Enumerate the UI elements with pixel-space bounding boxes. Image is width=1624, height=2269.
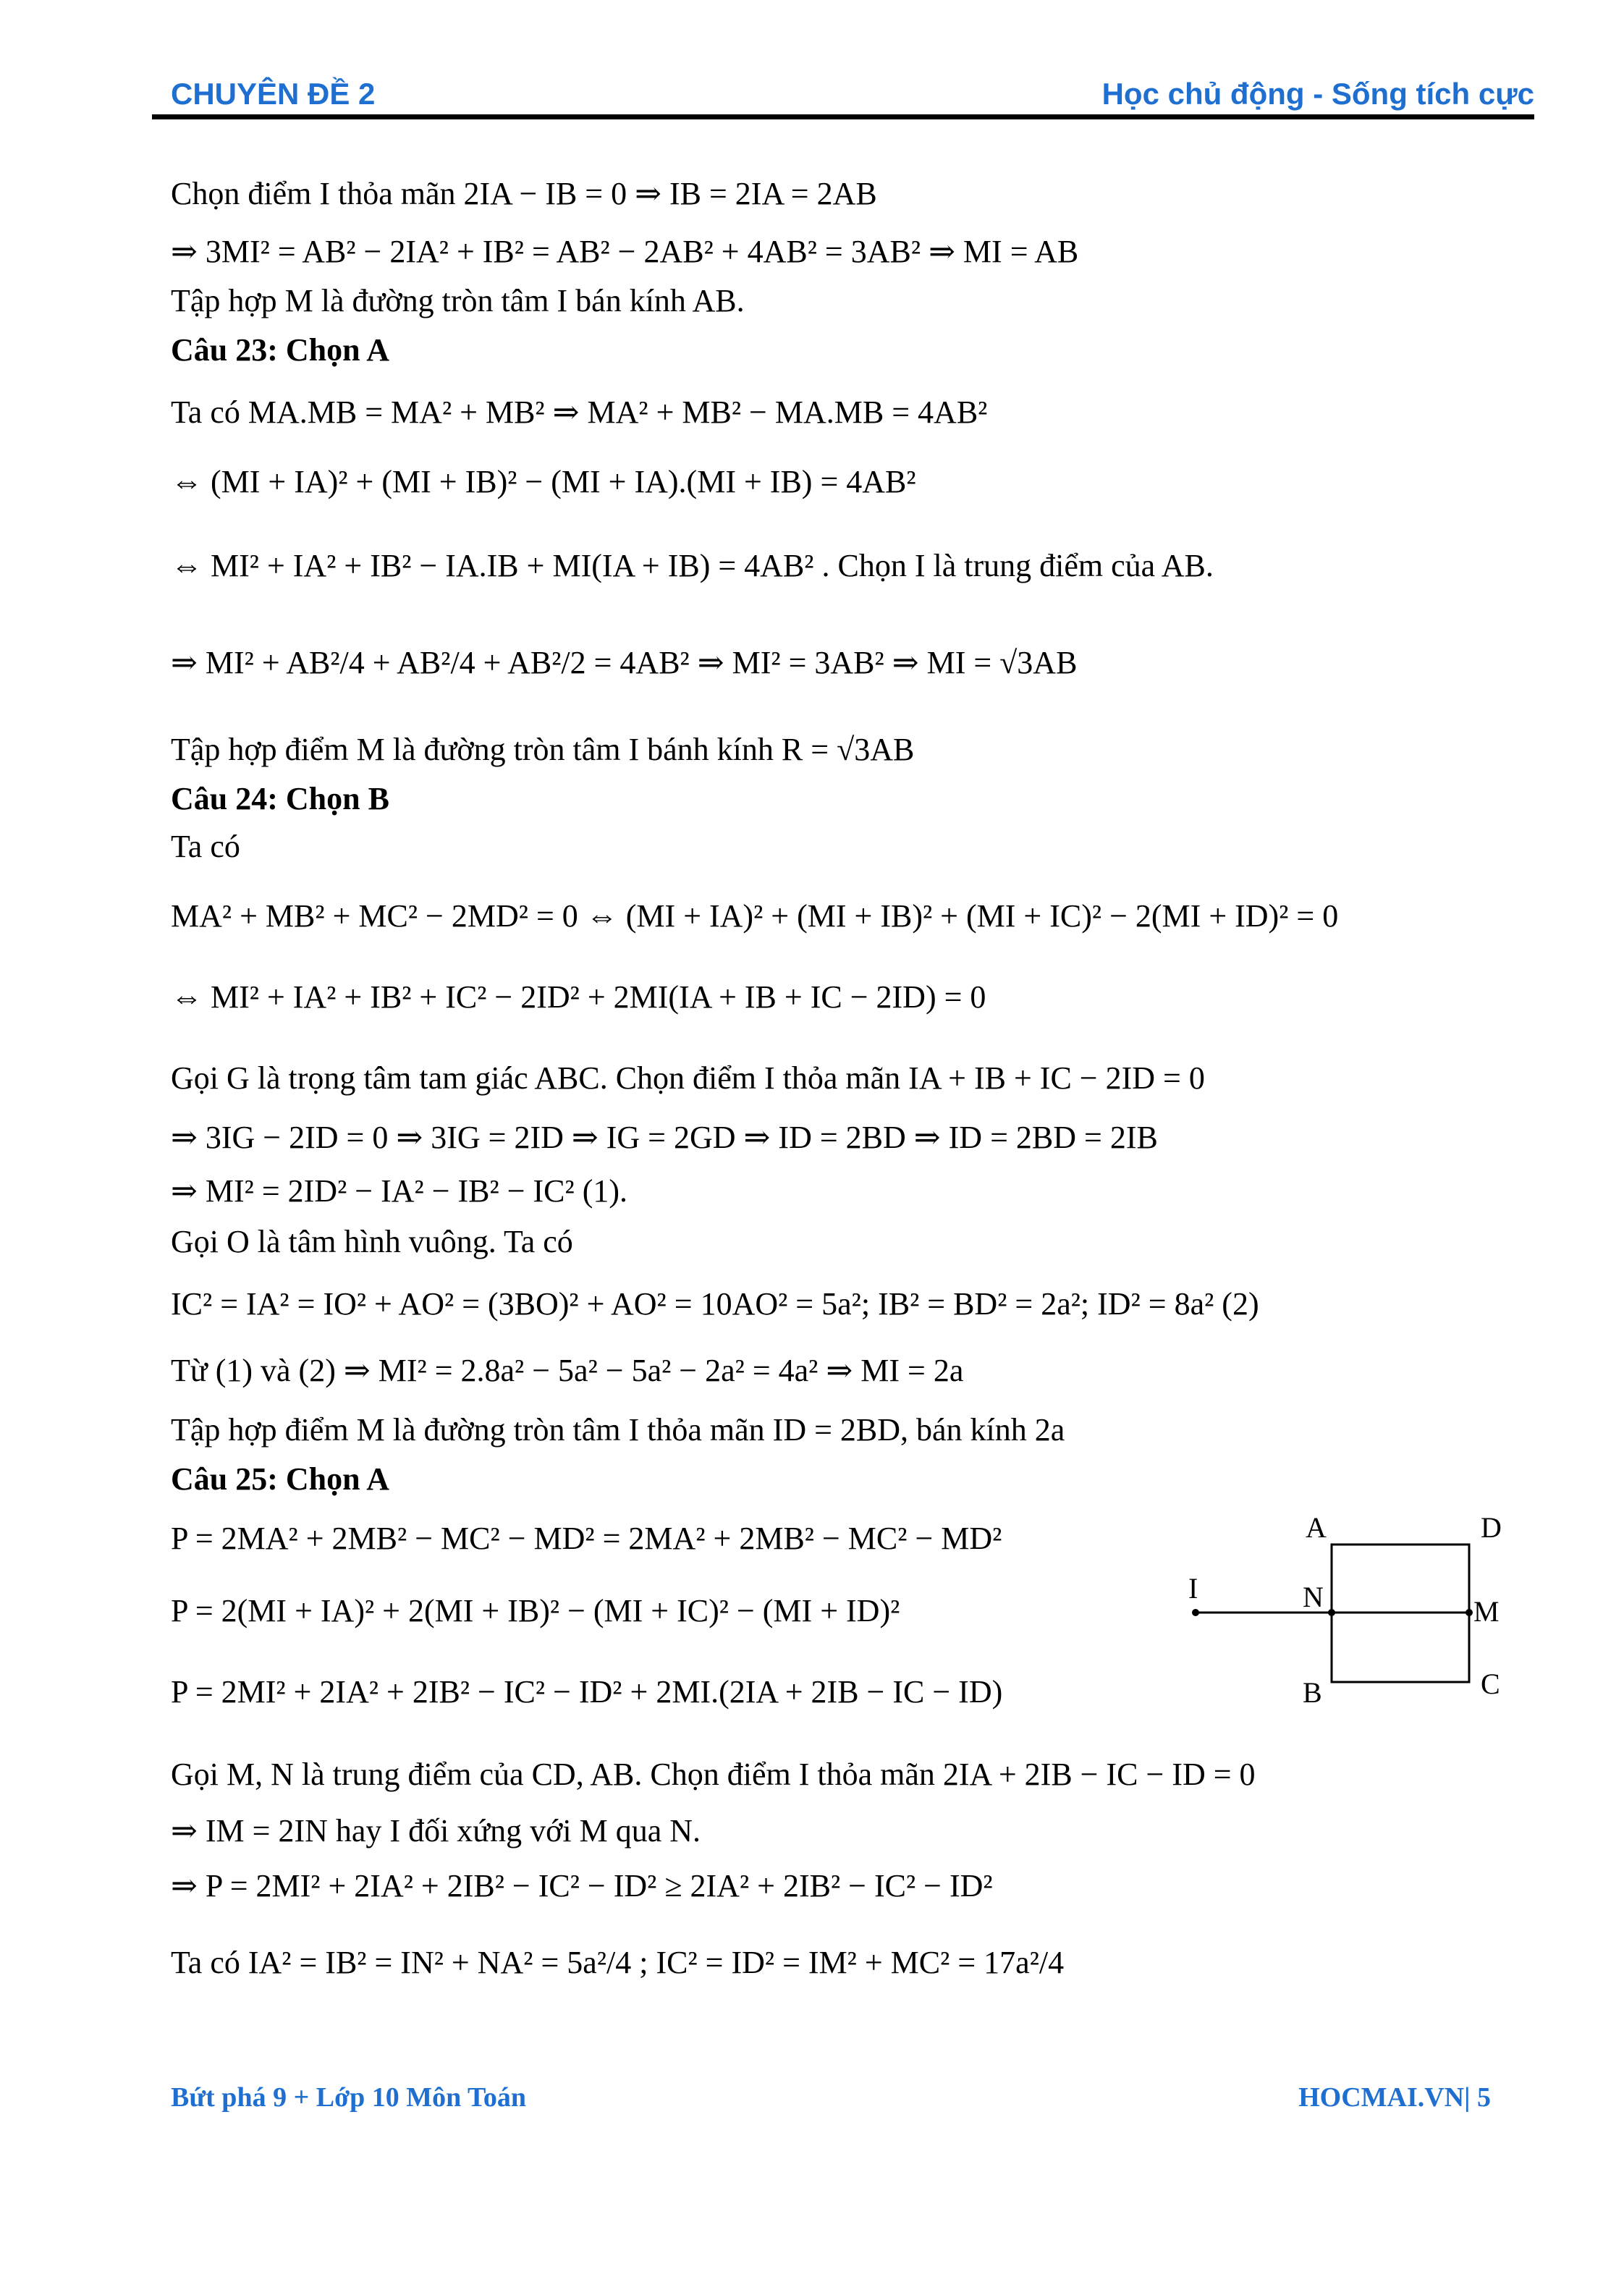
line: P = 2MA² + 2MB² − MC² − MD² = 2MA² + 2MB² − MC² − MD² bbox=[171, 1521, 1002, 1556]
line: MA² + MB² + MC² − 2MD² = 0 ⇔ (MI + IA)² + (MI + IB)² + (MI + IC)² − 2(MI + ID)² = 0 bbox=[171, 898, 1339, 934]
line: ⇔ (MI + IA)² + (MI + IB)² − (MI + IA).(MI + IB) = 4AB² bbox=[171, 464, 916, 499]
line: ⇔ MI² + IA² + IB² + IC² − 2ID² + 2MI(IA + IB + IC − 2ID) = 0 bbox=[171, 979, 986, 1015]
label-n: N bbox=[1303, 1581, 1324, 1613]
label-a: A bbox=[1306, 1511, 1327, 1544]
square-figure bbox=[1180, 1498, 1556, 1715]
footer-course: Bứt phá 9 + Lớp 10 Môn Toán bbox=[171, 2082, 527, 2113]
line: Gọi O là tâm hình vuông. Ta có bbox=[171, 1224, 573, 1259]
line: ⇒ IM = 2IN hay I đối xứng với M qua N. bbox=[171, 1813, 701, 1848]
label-c: C bbox=[1481, 1668, 1500, 1700]
question-heading: Câu 24: Chọn B bbox=[171, 781, 389, 816]
header-topic: CHUYÊN ĐỀ 2 bbox=[171, 77, 376, 111]
label-b: B bbox=[1303, 1676, 1322, 1709]
line: Ta có MA.MB = MA² + MB² ⇒ MA² + MB² − MA.MB = 4AB² bbox=[171, 394, 988, 430]
line: ⇔ MI² + IA² + IB² − IA.IB + MI(IA + IB) = 4AB² . Chọn I là trung điểm của AB. bbox=[171, 548, 1214, 583]
line: Từ (1) và (2) ⇒ MI² = 2.8a² − 5a² − 5a² − 2a² = 4a² ⇒ MI = 2a bbox=[171, 1353, 964, 1388]
point-m bbox=[1466, 1609, 1473, 1616]
line: Gọi M, N là trung điểm của CD, AB. Chọn điểm I thỏa mãn 2IA + 2IB − IC − ID = 0 bbox=[171, 1757, 1256, 1792]
line: Tập hợp điểm M là đường tròn tâm I bánh kính R = √3AB bbox=[171, 732, 915, 767]
header-slogan: Học chủ động - Sống tích cực bbox=[1101, 77, 1534, 111]
line: Gọi G là trọng tâm tam giác ABC. Chọn điểm I thỏa mãn IA + IB + IC − 2ID = 0 bbox=[171, 1060, 1205, 1096]
line: ⇒ 3IG − 2ID = 0 ⇒ 3IG = 2ID ⇒ IG = 2GD ⇒ ID = 2BD ⇒ ID = 2BD = 2IB bbox=[171, 1120, 1158, 1155]
label-d: D bbox=[1481, 1511, 1502, 1544]
header-rule bbox=[152, 114, 1534, 119]
line: Ta có IA² = IB² = IN² + NA² = 5a²/4 ; IC² = ID² = IM² + MC² = 17a²/4 bbox=[171, 1945, 1065, 1980]
question-heading: Câu 25: Chọn A bbox=[171, 1461, 389, 1497]
line: Tập hợp M là đường tròn tâm I bán kính AB. bbox=[171, 283, 745, 318]
line: Tập hợp điểm M là đường tròn tâm I thỏa mãn ID = 2BD, bán kính 2a bbox=[171, 1412, 1065, 1448]
label-m: M bbox=[1473, 1595, 1500, 1628]
point-i bbox=[1192, 1609, 1199, 1616]
line: ⇒ MI² + AB²/4 + AB²/4 + AB²/2 = 4AB² ⇒ MI² = 3AB² ⇒ MI = √3AB bbox=[171, 645, 1078, 680]
footer-page: HOCMAI.VN| 5 bbox=[1298, 2082, 1491, 2113]
line: P = 2(MI + IA)² + 2(MI + IB)² − (MI + IC)² − (MI + ID)² bbox=[171, 1593, 900, 1628]
line: IC² = IA² = IO² + AO² = (3BO)² + AO² = 10AO² = 5a²; IB² = BD² = 2a²; ID² = 8a² (2) bbox=[171, 1286, 1259, 1322]
line: Chọn điểm I thỏa mãn 2IA − IB = 0 ⇒ IB = 2IA = 2AB bbox=[171, 176, 877, 211]
line: ⇒ MI² = 2ID² − IA² − IB² − IC² (1). bbox=[171, 1173, 628, 1209]
label-i: I bbox=[1188, 1572, 1198, 1605]
line: ⇒ 3MI² = AB² − 2IA² + IB² = AB² − 2AB² + 4AB² = 3AB² ⇒ MI = AB bbox=[171, 234, 1079, 269]
question-heading: Câu 23: Chọn A bbox=[171, 332, 389, 368]
line: P = 2MI² + 2IA² + 2IB² − IC² − ID² + 2MI.(2IA + 2IB − IC − ID) bbox=[171, 1674, 1003, 1710]
line: Ta có bbox=[171, 829, 240, 864]
point-n bbox=[1328, 1609, 1335, 1616]
line: ⇒ P = 2MI² + 2IA² + 2IB² − IC² − ID² ≥ 2IA² + 2IB² − IC² − ID² bbox=[171, 1868, 993, 1903]
